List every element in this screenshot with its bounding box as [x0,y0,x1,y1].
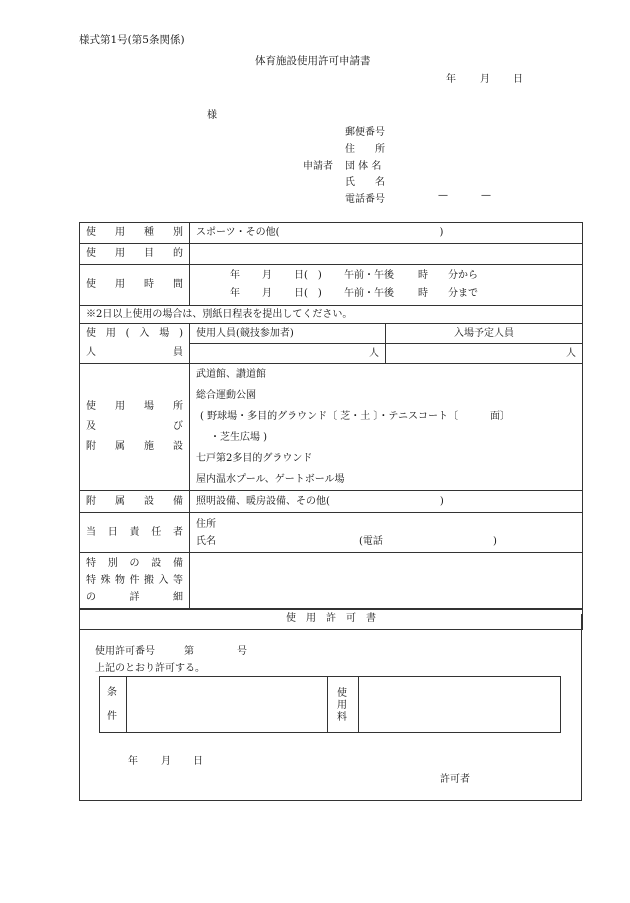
persons-label-1: 使用(入場) [80,324,190,344]
persons-label-2: 人員 [80,344,190,364]
equipment-value: 照明設備、暖房設備、その他( [196,495,330,507]
responsible-address: 住所 [196,518,216,530]
place-line-lawn: ・芝生広場 ) [210,432,268,443]
conditions-char-1: 条 [107,687,117,698]
participants-unit: 人 [369,347,379,359]
spectators-field[interactable] [386,344,583,364]
phone-dash-1: — [438,190,448,201]
permit-number-suffix: 号 [237,646,247,657]
permit-authority: 許可者 [440,774,470,785]
place-line-pool: 屋内温水プール、ゲートボール場 [196,474,345,485]
conditions-char-2: 件 [107,711,117,722]
permit-statement: 上記のとおり許可する。 [95,663,205,674]
form-title: 体育施設使用許可申請書 [255,55,371,67]
postal-code-label: 郵便番号 [345,127,385,138]
fee-char-2: 用 [337,700,347,711]
purpose-label: 使用目的 [80,244,190,265]
equipment-close: ) [439,495,444,507]
participants-field[interactable] [190,344,386,364]
permit-date-month: 月 [161,756,171,767]
usage-type-field[interactable] [190,223,583,244]
time-to-row: 年 月 日( ) 午前・午後 時 分まで [230,288,478,299]
organization-label: 団 体 名 [345,161,382,172]
addressee-suffix: 様 [207,110,217,121]
place-field[interactable] [190,364,583,491]
address-label: 住 所 [345,144,385,155]
responsible-label: 当日責任者 [80,513,190,553]
permit-date-day: 日 [193,756,203,767]
spectators-header: 入場予定人員 [386,324,583,344]
multi-day-note: ※2日以上使用の場合は、別紙日程表を提出してください。 [80,306,583,324]
permit-number-prefix: 第 [184,646,194,657]
fee-char-1: 使 [337,688,347,699]
phone-label: 電話番号 [345,194,385,205]
usage-type-label: 使用種別 [80,223,190,244]
purpose-field[interactable] [190,244,583,265]
application-table [79,222,583,630]
special-label: 特別の設備 特殊物件搬入等 の詳細 [80,553,190,609]
permit-title: 使 用 許 可 書 [80,609,583,630]
permit-number-label: 使用許可番号 [95,646,155,657]
responsible-field[interactable] [190,513,583,553]
court-unit: 面〕 [490,411,511,422]
special-field[interactable] [190,553,583,609]
spectators-unit: 人 [566,347,577,359]
usage-type-value: スポーツ・その他( [196,227,280,238]
fee-field[interactable] [359,677,558,731]
applicant-label: 申請者 [303,161,333,172]
place-label: 使用場所 及び 附属施設 [80,364,190,491]
equipment-label: 附属設備 [80,491,190,513]
time-label: 使用時間 [80,265,190,306]
responsible-name-row: 氏名 (電話 ) [196,535,497,547]
date-day: 日 [513,74,523,85]
equipment-field[interactable] [190,491,583,513]
date-year: 年 [446,74,456,85]
form-number: 様式第1号(第5条関係) [79,34,185,46]
place-line-park-facilities: ( 野球場・多目的グラウンド〔 芝・土 〕・テニスコート〔 面〕 [200,411,511,422]
place-line-budokan: 武道館、讃道館 [196,369,266,380]
name-label: 氏 名 [345,177,385,188]
conditions-field[interactable] [128,677,325,731]
time-from-row: 年 月 日( ) 午前・午後 時 分から [230,270,478,281]
place-line-park: 総合運動公園 [196,390,256,401]
participants-header: 使用人員(競技参加者) [190,324,386,344]
permit-date-year: 年 [128,756,138,767]
phone-dash-2: — [481,190,491,201]
place-line-ground2: 七戸第2多目的グラウンド [196,453,313,464]
time-field[interactable] [190,265,583,306]
usage-type-close: ) [439,227,444,238]
fee-char-3: 料 [337,712,347,723]
date-month: 月 [480,74,490,85]
